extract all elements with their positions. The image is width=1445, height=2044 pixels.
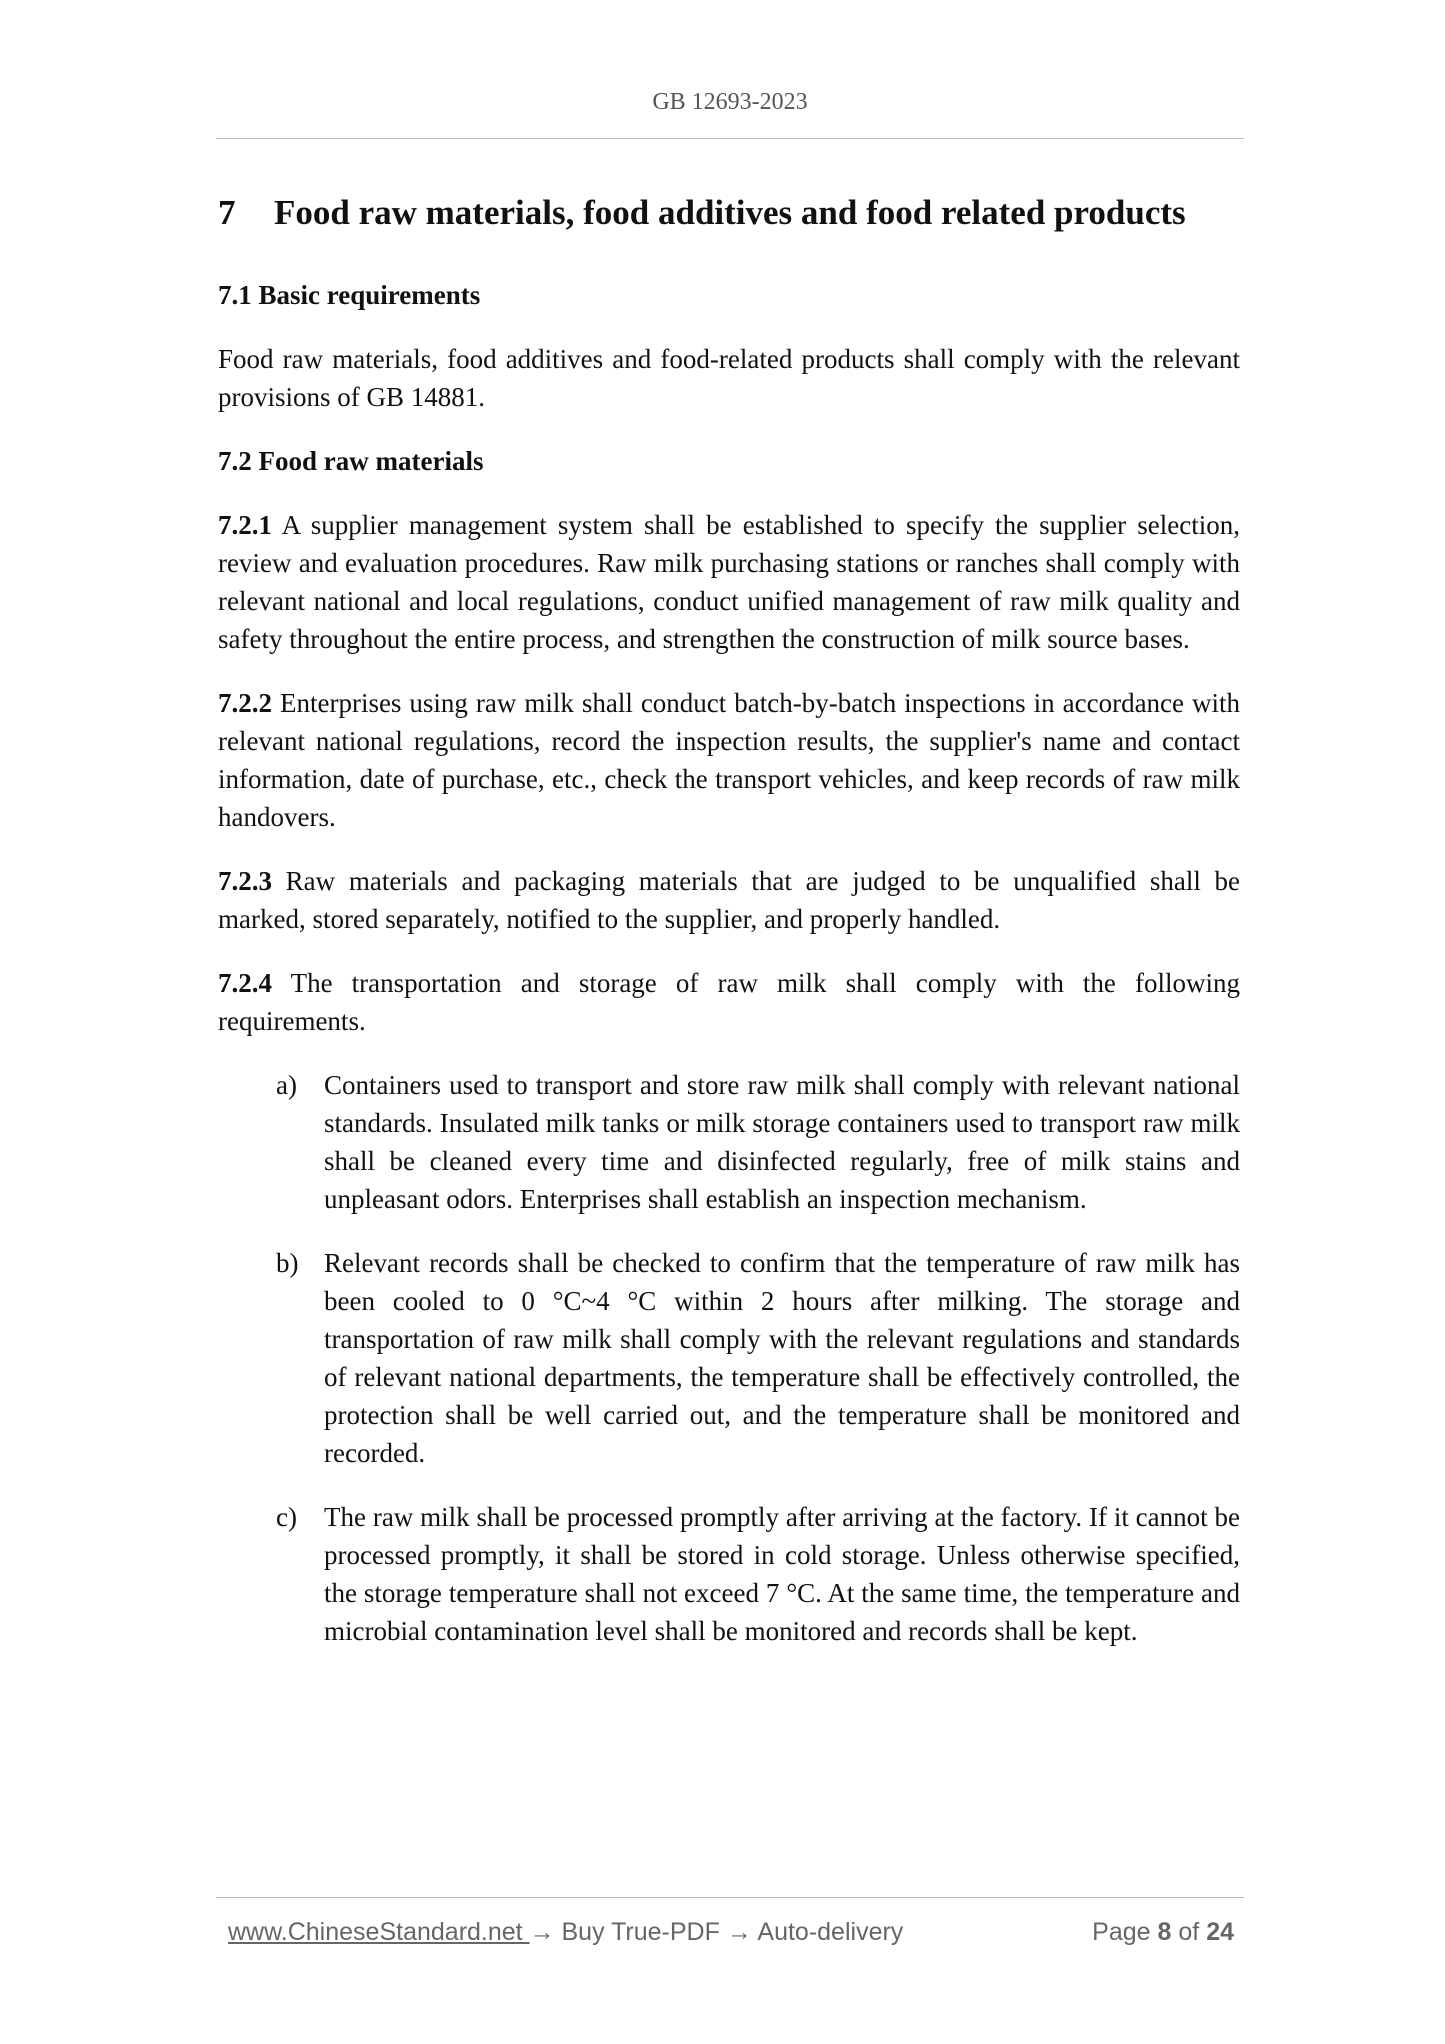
list-item-text: Containers used to transport and store raw milk shall comply with relevant national standards. Insulated milk tanks or milk storage containers used to transport raw milk shall be cleaned every time and disinfected regularly, free of milk stains and unpleasant odors. Enterprises shall establish an inspection mechanism. xyxy=(324,1070,1240,1214)
list-item-text: Relevant records shall be checked to confirm that the temperature of raw milk has been cooled to 0 °C~4 °C within 2 hours after milking. The storage and transportation of raw milk shall comply with the relevant regulations and standards of relevant national departments, the temperature shall be effectively controlled, the protection shall be well carried out, and the temperature shall be monitored and recorded. xyxy=(324,1248,1240,1468)
page-word: Page xyxy=(1092,1918,1151,1946)
of-word: of xyxy=(1178,1918,1200,1946)
section-number: 7 xyxy=(218,193,236,232)
paragraph-7-1: Food raw materials, food additives and food-related products shall comply with the relevant provisions of GB 14881. xyxy=(218,344,1240,412)
paragraph-7-2-4 xyxy=(218,964,1240,1040)
page-header xyxy=(216,84,1244,139)
list-item xyxy=(218,1498,1240,1650)
clause-text: A supplier management system shall be established to specify the supplier selection, review and evaluation procedures. Raw milk purchasing stations or ranches shall comply with relevant national and local regulations, conduct unified management of raw milk quality and safety throughout the entire process, and strengthen the construction of milk source bases. xyxy=(218,510,1240,654)
requirements-list xyxy=(218,1066,1240,1650)
clause-text: Enterprises using raw milk shall conduct batch-by-batch inspections in accordance with relevant national regulations, record the inspection results, the supplier's name and contact information, date of purchase, etc., check the transport vehicles, and keep records of raw milk handovers. xyxy=(218,688,1240,832)
clause-number: 7.2.1 xyxy=(218,510,272,540)
clause-number: 7.2.4 xyxy=(218,968,272,998)
total-pages: 24 xyxy=(1206,1918,1234,1946)
doc-code: GB 12693-2023 xyxy=(652,89,808,115)
current-page: 8 xyxy=(1157,1918,1172,1946)
paragraph-7-2-2 xyxy=(218,684,1240,836)
list-item-label: a) xyxy=(276,1070,297,1100)
heading-7-1: 7.1 Basic requirements xyxy=(218,280,481,310)
clause-number: 7.2.3 xyxy=(218,866,272,896)
clause-number: 7.2.2 xyxy=(218,688,272,718)
list-item-label: c) xyxy=(276,1502,297,1532)
clause-text: The transportation and storage of raw milk shall comply with the following requirements. xyxy=(218,968,1240,1036)
list-item-label: b) xyxy=(276,1248,299,1278)
footer-tagline: → Buy True-PDF → Auto-delivery xyxy=(529,1918,904,1946)
paragraph-7-2-1 xyxy=(218,506,1240,658)
heading-7-2: 7.2 Food raw materials xyxy=(218,446,484,476)
list-item-text: The raw milk shall be processed promptly after arriving at the factory. If it cannot be processed promptly, it shall be stored in cold storage. Unless otherwise specified, the storage temperature shall not exceed 7 °C. At the same time, the temperature and microbial contamination level shall be monitored and records shall be kept. xyxy=(324,1502,1240,1646)
list-item xyxy=(218,1244,1240,1472)
page-indicator xyxy=(1092,1914,1234,1950)
paragraph-7-2-3 xyxy=(218,862,1240,938)
section-title-text: Food raw materials, food additives and food related products xyxy=(274,193,1186,232)
list-item xyxy=(218,1066,1240,1218)
page-footer xyxy=(228,1914,1234,1950)
footer-divider xyxy=(216,1897,1244,1898)
section-title xyxy=(218,190,1240,236)
website-link[interactable]: www.ChineseStandard.net xyxy=(228,1918,530,1946)
clause-text: Raw materials and packaging materials that are judged to be unqualified shall be marked, stored separately, notified to the supplier, and properly handled. xyxy=(218,866,1240,934)
page-content xyxy=(218,190,1240,1676)
